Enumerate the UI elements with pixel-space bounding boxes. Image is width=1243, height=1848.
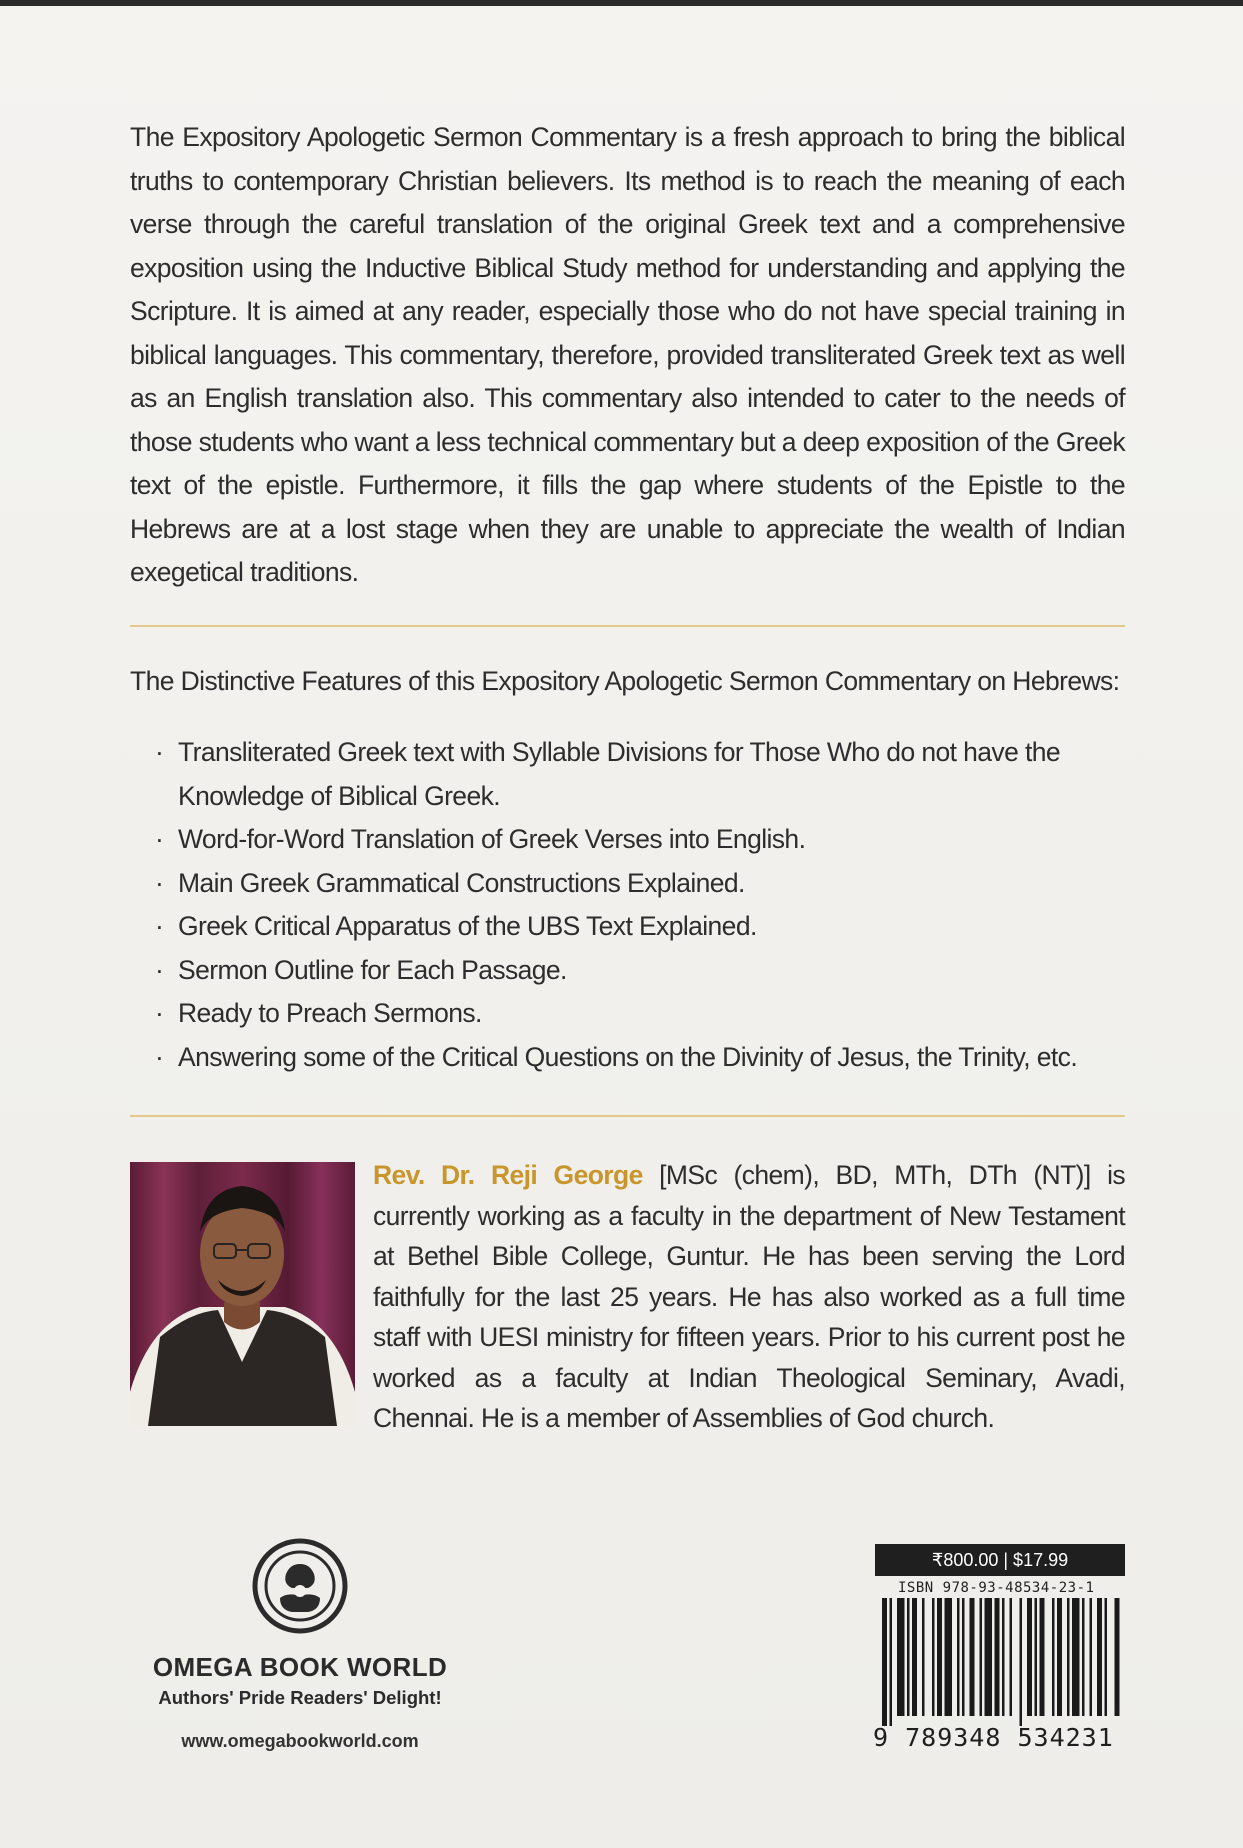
publisher-block	[120, 1536, 480, 1752]
bullet-icon: ·	[155, 867, 164, 898]
barcode-digits: 9 789348 534231	[873, 1723, 1114, 1752]
gold-divider-bottom	[130, 1115, 1125, 1117]
author-name: Rev. Dr. Reji George	[373, 1160, 643, 1190]
isbn-label: ISBN 978-93-48534-23-1	[898, 1580, 1095, 1596]
feature-text: Answering some of the Critical Questions on the Divinity of Jesus, the Trinity, etc.	[178, 1041, 1078, 1072]
author-photo	[130, 1162, 355, 1426]
bullet-icon: ·	[155, 737, 164, 767]
feature-text: Ready to Preach Sermons.	[178, 998, 482, 1028]
features-heading: The Distinctive Features of this Expository Apologetic Sermon Commentary on Hebrews:	[130, 666, 1120, 696]
feature-item	[150, 992, 1125, 1036]
omega-trefoil-logo-icon	[250, 1536, 350, 1636]
feature-text: Sermon Outline for Each Passage.	[178, 954, 567, 985]
feature-item	[150, 862, 1125, 906]
feature-item	[150, 731, 1125, 818]
publisher-tagline: Authors' Pride Readers' Delight!	[158, 1687, 442, 1708]
publisher-website: www.omegabookworld.com	[181, 1731, 419, 1751]
feature-item	[150, 949, 1125, 993]
author-bio	[373, 1155, 1125, 1439]
bullet-icon: ·	[155, 998, 164, 1028]
feature-item	[150, 905, 1125, 949]
features-list	[150, 731, 1125, 1079]
feature-text: Transliterated Greek text with Syllable Divisions for Those Who do not have the Knowledge of Biblical Greek.	[178, 737, 1061, 811]
feature-item	[150, 818, 1125, 862]
feature-text: Main Greek Grammatical Constructions Explained.	[178, 867, 745, 898]
author-bio-text: [MSc (chem), BD, MTh, DTh (NT)] is currently working as a faculty in the department of New Testament at Bethel Bible College, Guntur. He has been serving the Lord faithfully for the last 25 years. He has also worked as a full time staff with UESI ministry for fifteen years. Prior to his current post he worked as a faculty at Indian Theological Seminary, Avadi, Chennai. He is a member of Assemblies of God church.	[373, 1160, 1126, 1433]
feature-text: Word-for-Word Translation of Greek Verses into English.	[178, 824, 806, 854]
barcode-icon	[880, 1598, 1120, 1726]
publisher-name: OMEGA BOOK WORLD	[152, 1652, 448, 1682]
feature-item	[150, 1036, 1125, 1080]
price-label: ₹800.00 | $17.99	[875, 1544, 1125, 1576]
bullet-icon: ·	[155, 911, 164, 941]
bullet-icon: ·	[155, 954, 164, 985]
bullet-icon: ·	[155, 824, 164, 854]
gold-divider-top	[130, 625, 1125, 627]
intro-paragraph: The Expository Apologetic Sermon Commentary is a fresh approach to bring the biblical truths to contemporary Christian believers. Its method is to reach the meaning of each verse through the careful translation of the original Greek text and a comprehensive exposition using the Inductive Biblical Study method for understanding and applying the Scripture. It is aimed at any reader, especially those who do not have special training in biblical languages. This commentary, therefore, provided transliterated Greek text as well as an English translation also. This commentary also intended to cater to the needs of those students who want a less technical commentary but a deep exposition of the Greek text of the epistle. Furthermore, it fills the gap where students of the Epistle to the Hebrews are at a lost stage when they are unable to appreciate the wealth of Indian exegetical traditions.	[130, 122, 1125, 587]
bullet-icon: ·	[155, 1041, 164, 1072]
feature-text: Greek Critical Apparatus of the UBS Text Explained.	[178, 911, 757, 941]
